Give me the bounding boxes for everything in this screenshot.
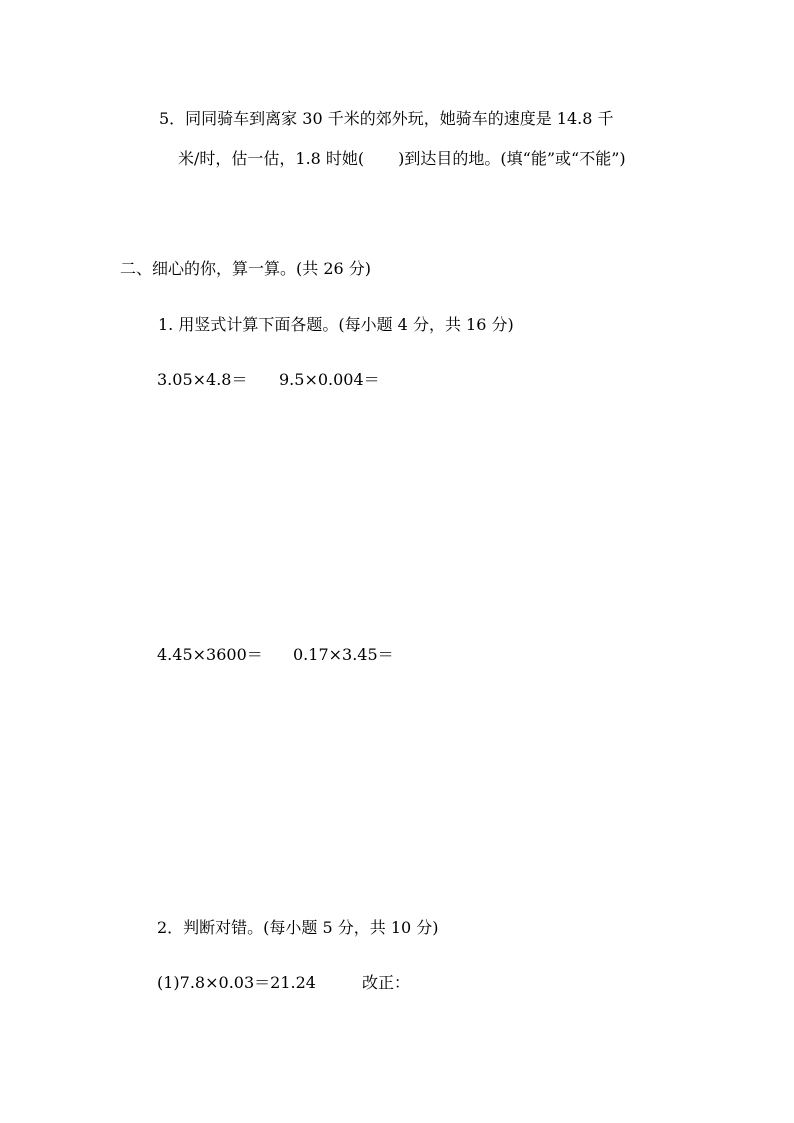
question-5-line-1: 5．同同骑车到离家 30 千米的郊外玩，她骑车的速度是 14.8 千	[159, 109, 614, 128]
question-5-line-2	[178, 149, 626, 169]
part-1-title: 1. 用竖式计算下面各题。(每小题 4 分，共 16 分)	[158, 315, 514, 334]
question-5-text-after-blank: )到达目的地。(填“能”或“不能”)	[398, 149, 626, 168]
calculation-1: 3.05×4.8＝	[157, 370, 248, 389]
judgment-1-expression: (1)7.8×0.03＝21.24	[157, 973, 316, 992]
judgment-1-correction-label: 改正：	[362, 973, 411, 992]
part-2-title: 2．判断对错。(每小题 5 分，共 10 分)	[157, 918, 439, 937]
question-5-text-before-blank: 米/时，估一估，1.8 时她(	[178, 149, 365, 168]
calculation-3: 4.45×3600＝	[157, 645, 263, 664]
calculation-2: 9.5×0.004＝	[279, 370, 380, 389]
section-2-heading: 二、细心的你，算一算。(共 26 分)	[120, 259, 372, 278]
calculation-4: 0.17×3.45＝	[293, 645, 394, 664]
